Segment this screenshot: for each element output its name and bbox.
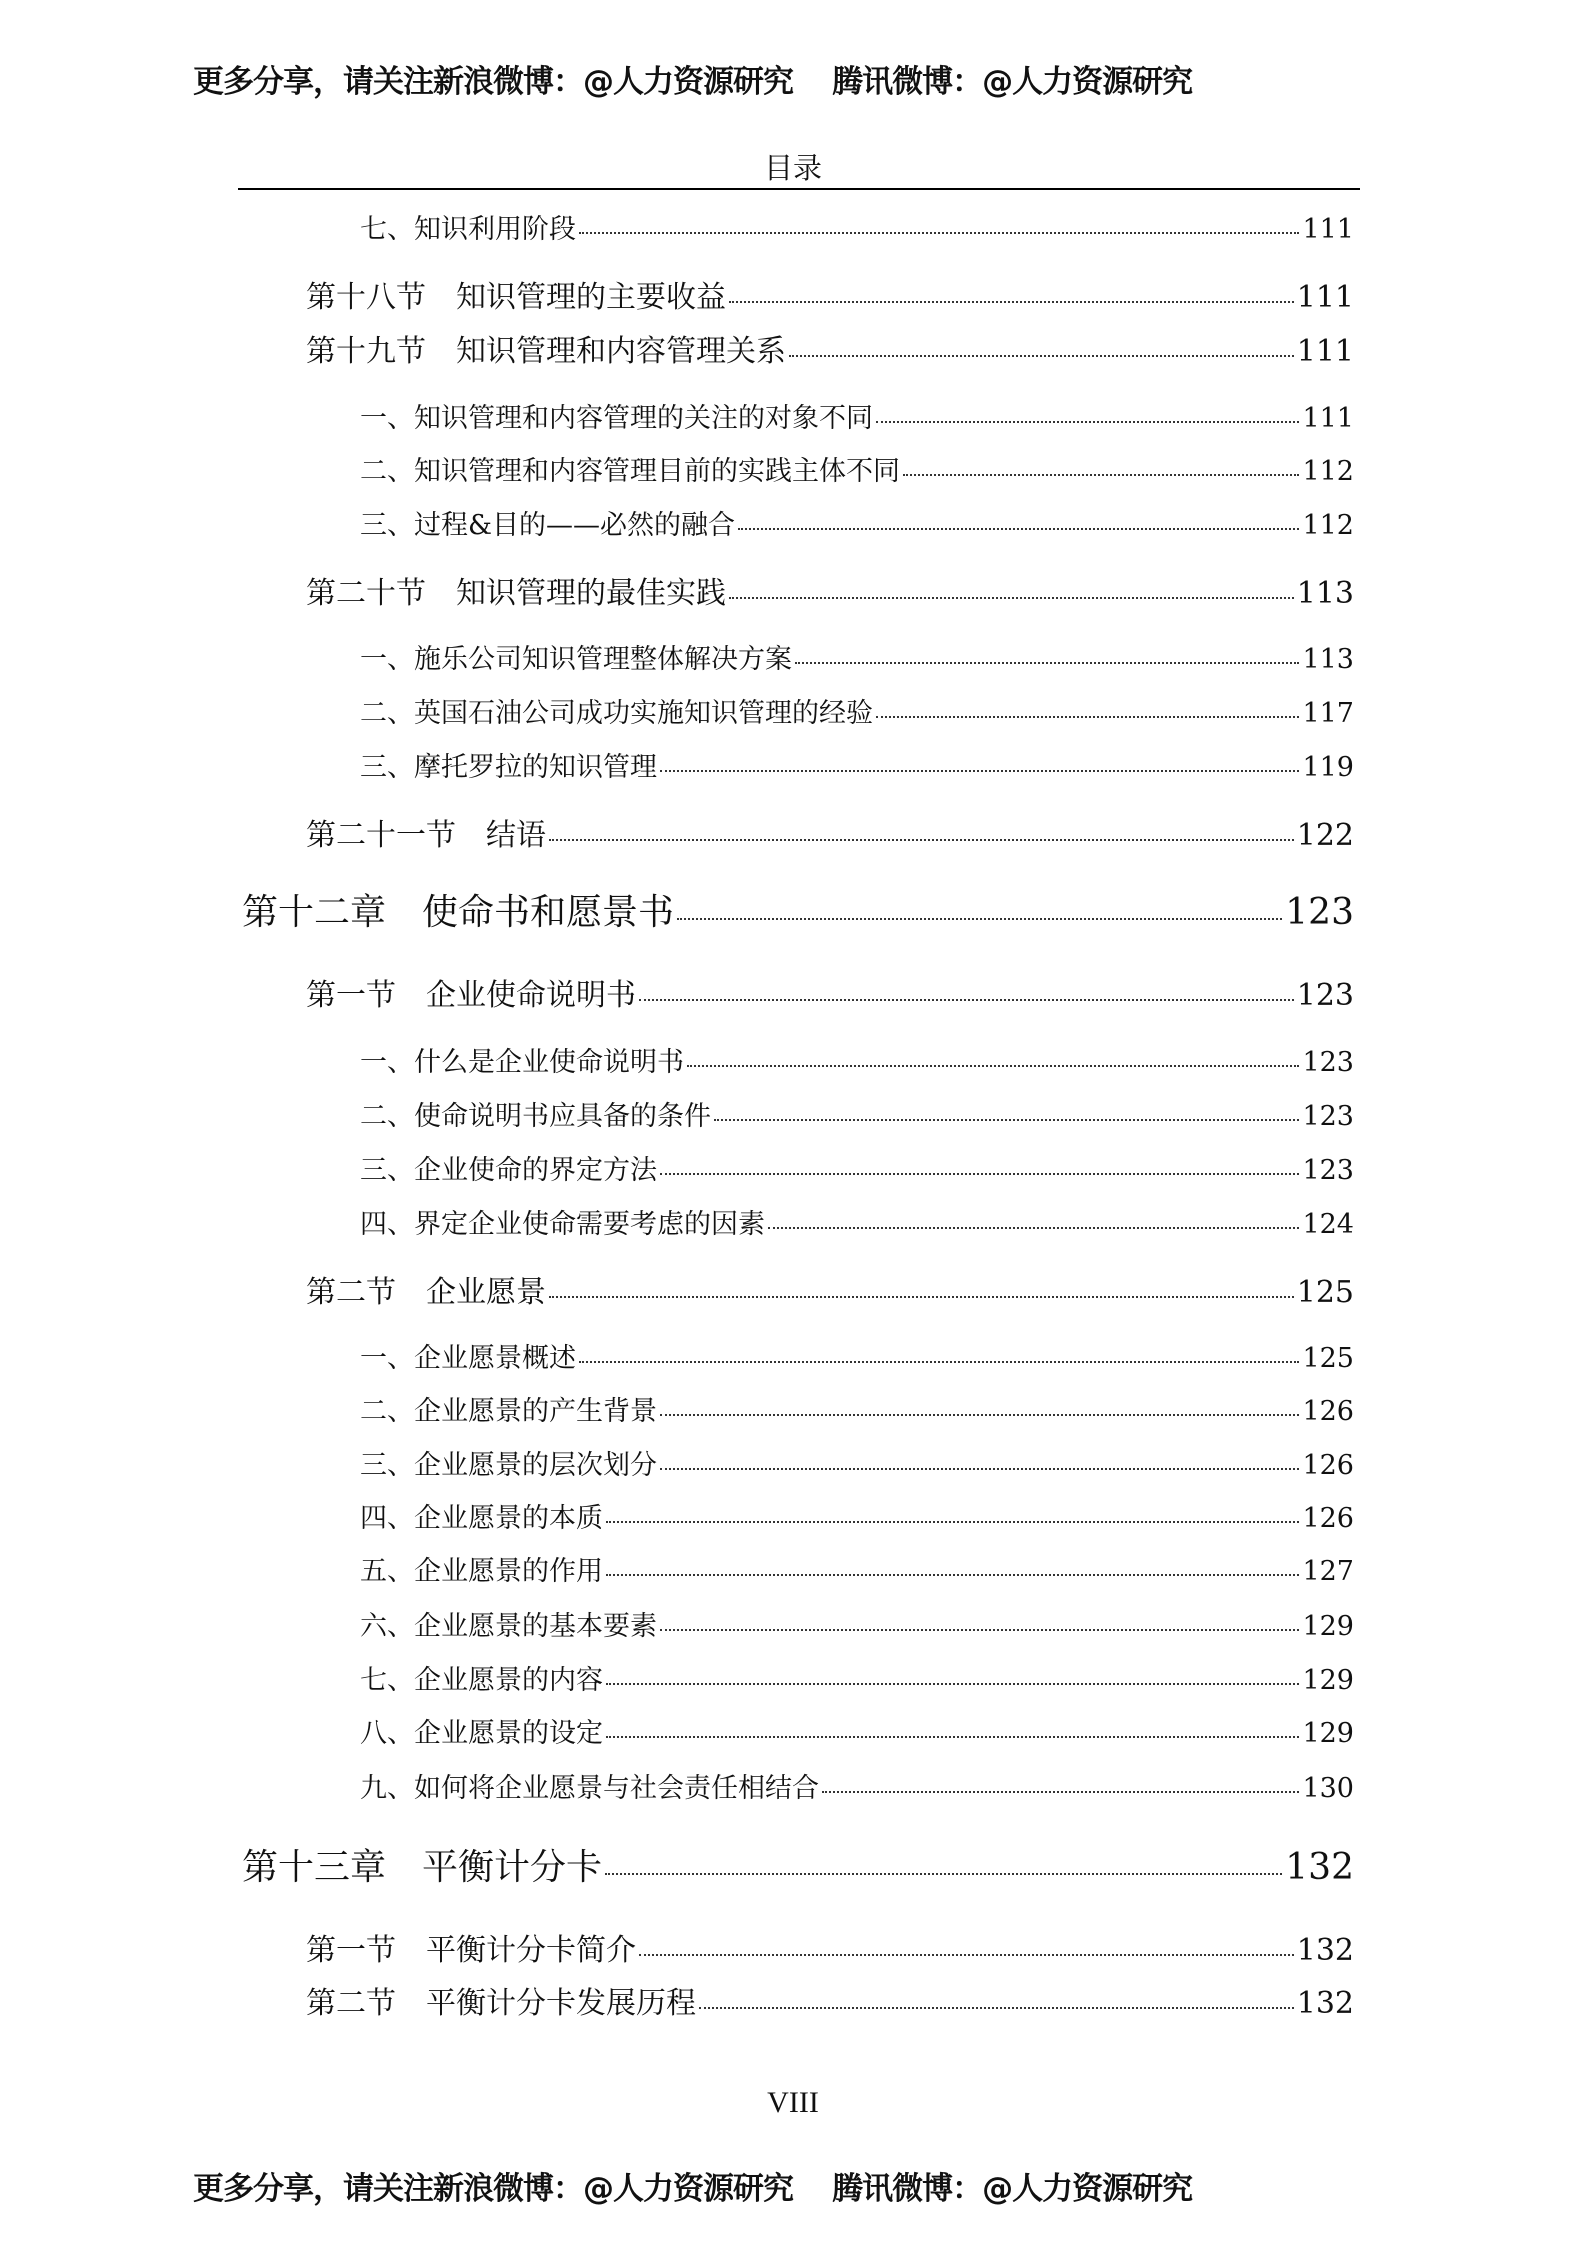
toc-entry[interactable]: [360, 1766, 1354, 1805]
toc-entry-page: 123: [1302, 1155, 1354, 1187]
toc-entry[interactable]: [306, 568, 1354, 612]
toc-entry-page: 111: [1296, 333, 1354, 369]
toc-entry[interactable]: [242, 1839, 1354, 1890]
toc-entry-title: 二、英国石油公司成功实施知识管理的经验: [360, 698, 873, 730]
toc-entry[interactable]: [360, 207, 1354, 246]
dot-leader: [605, 1873, 1282, 1875]
dot-leader: [822, 1791, 1299, 1793]
toc-entry-title: 六、企业愿景的基本要素: [360, 1611, 657, 1643]
toc-entry[interactable]: [360, 1711, 1354, 1750]
toc-entry-page: 132: [1285, 1846, 1354, 1888]
toc-entry[interactable]: [306, 272, 1354, 316]
dot-leader: [606, 1574, 1299, 1576]
toc-entry[interactable]: [360, 1549, 1354, 1588]
header-banner: 更多分享，请关注新浪微博：@人力资源研究 腾讯微博：@人力资源研究: [193, 64, 1193, 100]
toc-entry-page: 132: [1296, 1985, 1354, 2021]
dot-leader: [639, 1954, 1294, 1956]
dot-leader: [795, 662, 1299, 664]
dot-leader: [579, 232, 1299, 234]
toc-entry-title: 第一节 企业使命说明书: [306, 977, 636, 1013]
toc-entry-title: 五、企业愿景的作用: [360, 1556, 603, 1588]
toc-entry-title: 三、摩托罗拉的知识管理: [360, 752, 657, 784]
toc-entry-page: 119: [1302, 752, 1354, 784]
dot-leader: [876, 716, 1299, 718]
dot-leader: [606, 1521, 1299, 1523]
dot-leader: [738, 528, 1299, 530]
toc-entry[interactable]: [306, 1267, 1354, 1311]
toc-entry-page: 117: [1302, 698, 1354, 730]
toc-entry[interactable]: [306, 970, 1354, 1014]
dot-leader: [579, 1361, 1299, 1363]
toc-entry[interactable]: [360, 503, 1354, 542]
toc-entry-page: 111: [1302, 403, 1354, 435]
dot-leader: [660, 770, 1299, 772]
toc-entry-title: 二、企业愿景的产生背景: [360, 1396, 657, 1428]
toc-entry[interactable]: [306, 326, 1354, 370]
dot-leader: [729, 597, 1294, 599]
toc-entry-page: 127: [1302, 1556, 1354, 1588]
toc-entry-page: 123: [1302, 1101, 1354, 1133]
toc-entry-title: 八、企业愿景的设定: [360, 1718, 603, 1750]
footer-banner: 更多分享，请关注新浪微博：@人力资源研究 腾讯微博：@人力资源研究: [193, 2171, 1193, 2207]
toc-entry-title: 一、企业愿景概述: [360, 1343, 576, 1375]
toc-entry-page: 132: [1296, 1932, 1354, 1968]
toc-entry-title: 第一节 平衡计分卡简介: [306, 1932, 636, 1968]
toc-entry-page: 123: [1302, 1047, 1354, 1079]
toc-entry[interactable]: [360, 1389, 1354, 1428]
toc-entry[interactable]: [360, 1094, 1354, 1133]
toc-entry-title: 三、过程&目的——必然的融合: [360, 510, 736, 542]
toc-entry-title: 三、企业使命的界定方法: [360, 1155, 657, 1187]
toc-entry-title: 第二十节 知识管理的最佳实践: [306, 575, 726, 611]
dot-leader: [687, 1065, 1299, 1067]
toc-entry-title: 第二节 平衡计分卡发展历程: [306, 1985, 696, 2021]
dot-leader: [660, 1173, 1299, 1175]
dot-leader: [639, 999, 1294, 1001]
toc-entry-page: 122: [1296, 817, 1354, 853]
toc-entry-page: 124: [1302, 1209, 1354, 1241]
toc-entry-title: 一、施乐公司知识管理整体解决方案: [360, 644, 792, 676]
dot-leader: [903, 474, 1299, 476]
toc-entry-page: 125: [1296, 1274, 1354, 1310]
toc-entry[interactable]: [360, 449, 1354, 488]
toc-entry-page: 113: [1296, 575, 1354, 611]
toc-entry-title: 四、企业愿景的本质: [360, 1503, 603, 1535]
toc-entry-title: 第二节 企业愿景: [306, 1274, 546, 1310]
toc-entry-title: 二、使命说明书应具备的条件: [360, 1101, 711, 1133]
toc-entry-page: 126: [1302, 1396, 1354, 1428]
toc-entry[interactable]: [360, 745, 1354, 784]
toc-entry-title: 四、界定企业使命需要考虑的因素: [360, 1209, 765, 1241]
toc-entry-title: 一、什么是企业使命说明书: [360, 1047, 684, 1079]
dot-leader: [677, 918, 1282, 920]
toc-entry-title: 第十八节 知识管理的主要收益: [306, 279, 726, 315]
dot-leader: [660, 1629, 1299, 1631]
toc-entry-title: 七、知识利用阶段: [360, 214, 576, 246]
toc-entry-page: 129: [1302, 1718, 1354, 1750]
toc-entry[interactable]: [306, 1925, 1354, 1969]
toc-entry[interactable]: [360, 1658, 1354, 1697]
toc-entry[interactable]: [360, 1604, 1354, 1643]
toc-entry-title: 九、如何将企业愿景与社会责任相结合: [360, 1773, 819, 1805]
toc-entry-page: 125: [1302, 1343, 1354, 1375]
toc-entry[interactable]: [306, 810, 1354, 854]
dot-leader: [606, 1683, 1299, 1685]
title-divider: [238, 188, 1360, 190]
dot-leader: [660, 1414, 1299, 1416]
toc-entry-title: 第十二章 使命书和愿景书: [242, 891, 675, 933]
page-number: VIII: [767, 2086, 819, 2119]
toc-entry[interactable]: [360, 1040, 1354, 1079]
toc-entry[interactable]: [360, 1148, 1354, 1187]
dot-leader: [606, 1736, 1299, 1738]
toc-title: 目录: [763, 151, 822, 185]
toc-entry-title: 第二十一节 结语: [306, 817, 546, 853]
toc-entry[interactable]: [242, 884, 1354, 935]
toc-entry-title: 第十三章 平衡计分卡: [242, 1846, 603, 1888]
toc-entry-page: 123: [1296, 977, 1354, 1013]
dot-leader: [729, 301, 1294, 303]
toc-entry-page: 130: [1302, 1773, 1354, 1805]
dot-leader: [549, 839, 1294, 841]
toc-entry-page: 129: [1302, 1611, 1354, 1643]
toc-entry-title: 二、知识管理和内容管理目前的实践主体不同: [360, 456, 900, 488]
toc-entry-page: 129: [1302, 1665, 1354, 1697]
dot-leader: [876, 421, 1299, 423]
toc-entry-page: 126: [1302, 1450, 1354, 1482]
toc-entry-page: 123: [1285, 891, 1354, 933]
toc-entry-page: 112: [1302, 456, 1354, 488]
dot-leader: [714, 1119, 1299, 1121]
dot-leader: [789, 355, 1294, 357]
toc-entry[interactable]: [360, 1496, 1354, 1535]
toc-entry[interactable]: [360, 1443, 1354, 1482]
toc-entry[interactable]: [360, 1202, 1354, 1241]
toc-entry-page: 126: [1302, 1503, 1354, 1535]
toc-entry-page: 113: [1302, 644, 1354, 676]
dot-leader: [768, 1227, 1299, 1229]
dot-leader: [660, 1468, 1299, 1470]
toc-entry-page: 111: [1296, 279, 1354, 315]
toc-entry[interactable]: [360, 396, 1354, 435]
toc-entry-title: 七、企业愿景的内容: [360, 1665, 603, 1697]
toc-entry[interactable]: [360, 691, 1354, 730]
dot-leader: [699, 2007, 1294, 2009]
toc-entry-page: 111: [1302, 214, 1354, 246]
toc-entry[interactable]: [306, 1978, 1354, 2022]
toc-entry[interactable]: [360, 637, 1354, 676]
toc-entry[interactable]: [360, 1336, 1354, 1375]
toc-entry-page: 112: [1302, 510, 1354, 542]
toc-entry-title: 一、知识管理和内容管理的关注的对象不同: [360, 403, 873, 435]
dot-leader: [549, 1296, 1294, 1298]
toc-entry-title: 三、企业愿景的层次划分: [360, 1450, 657, 1482]
toc-entry-title: 第十九节 知识管理和内容管理关系: [306, 333, 786, 369]
